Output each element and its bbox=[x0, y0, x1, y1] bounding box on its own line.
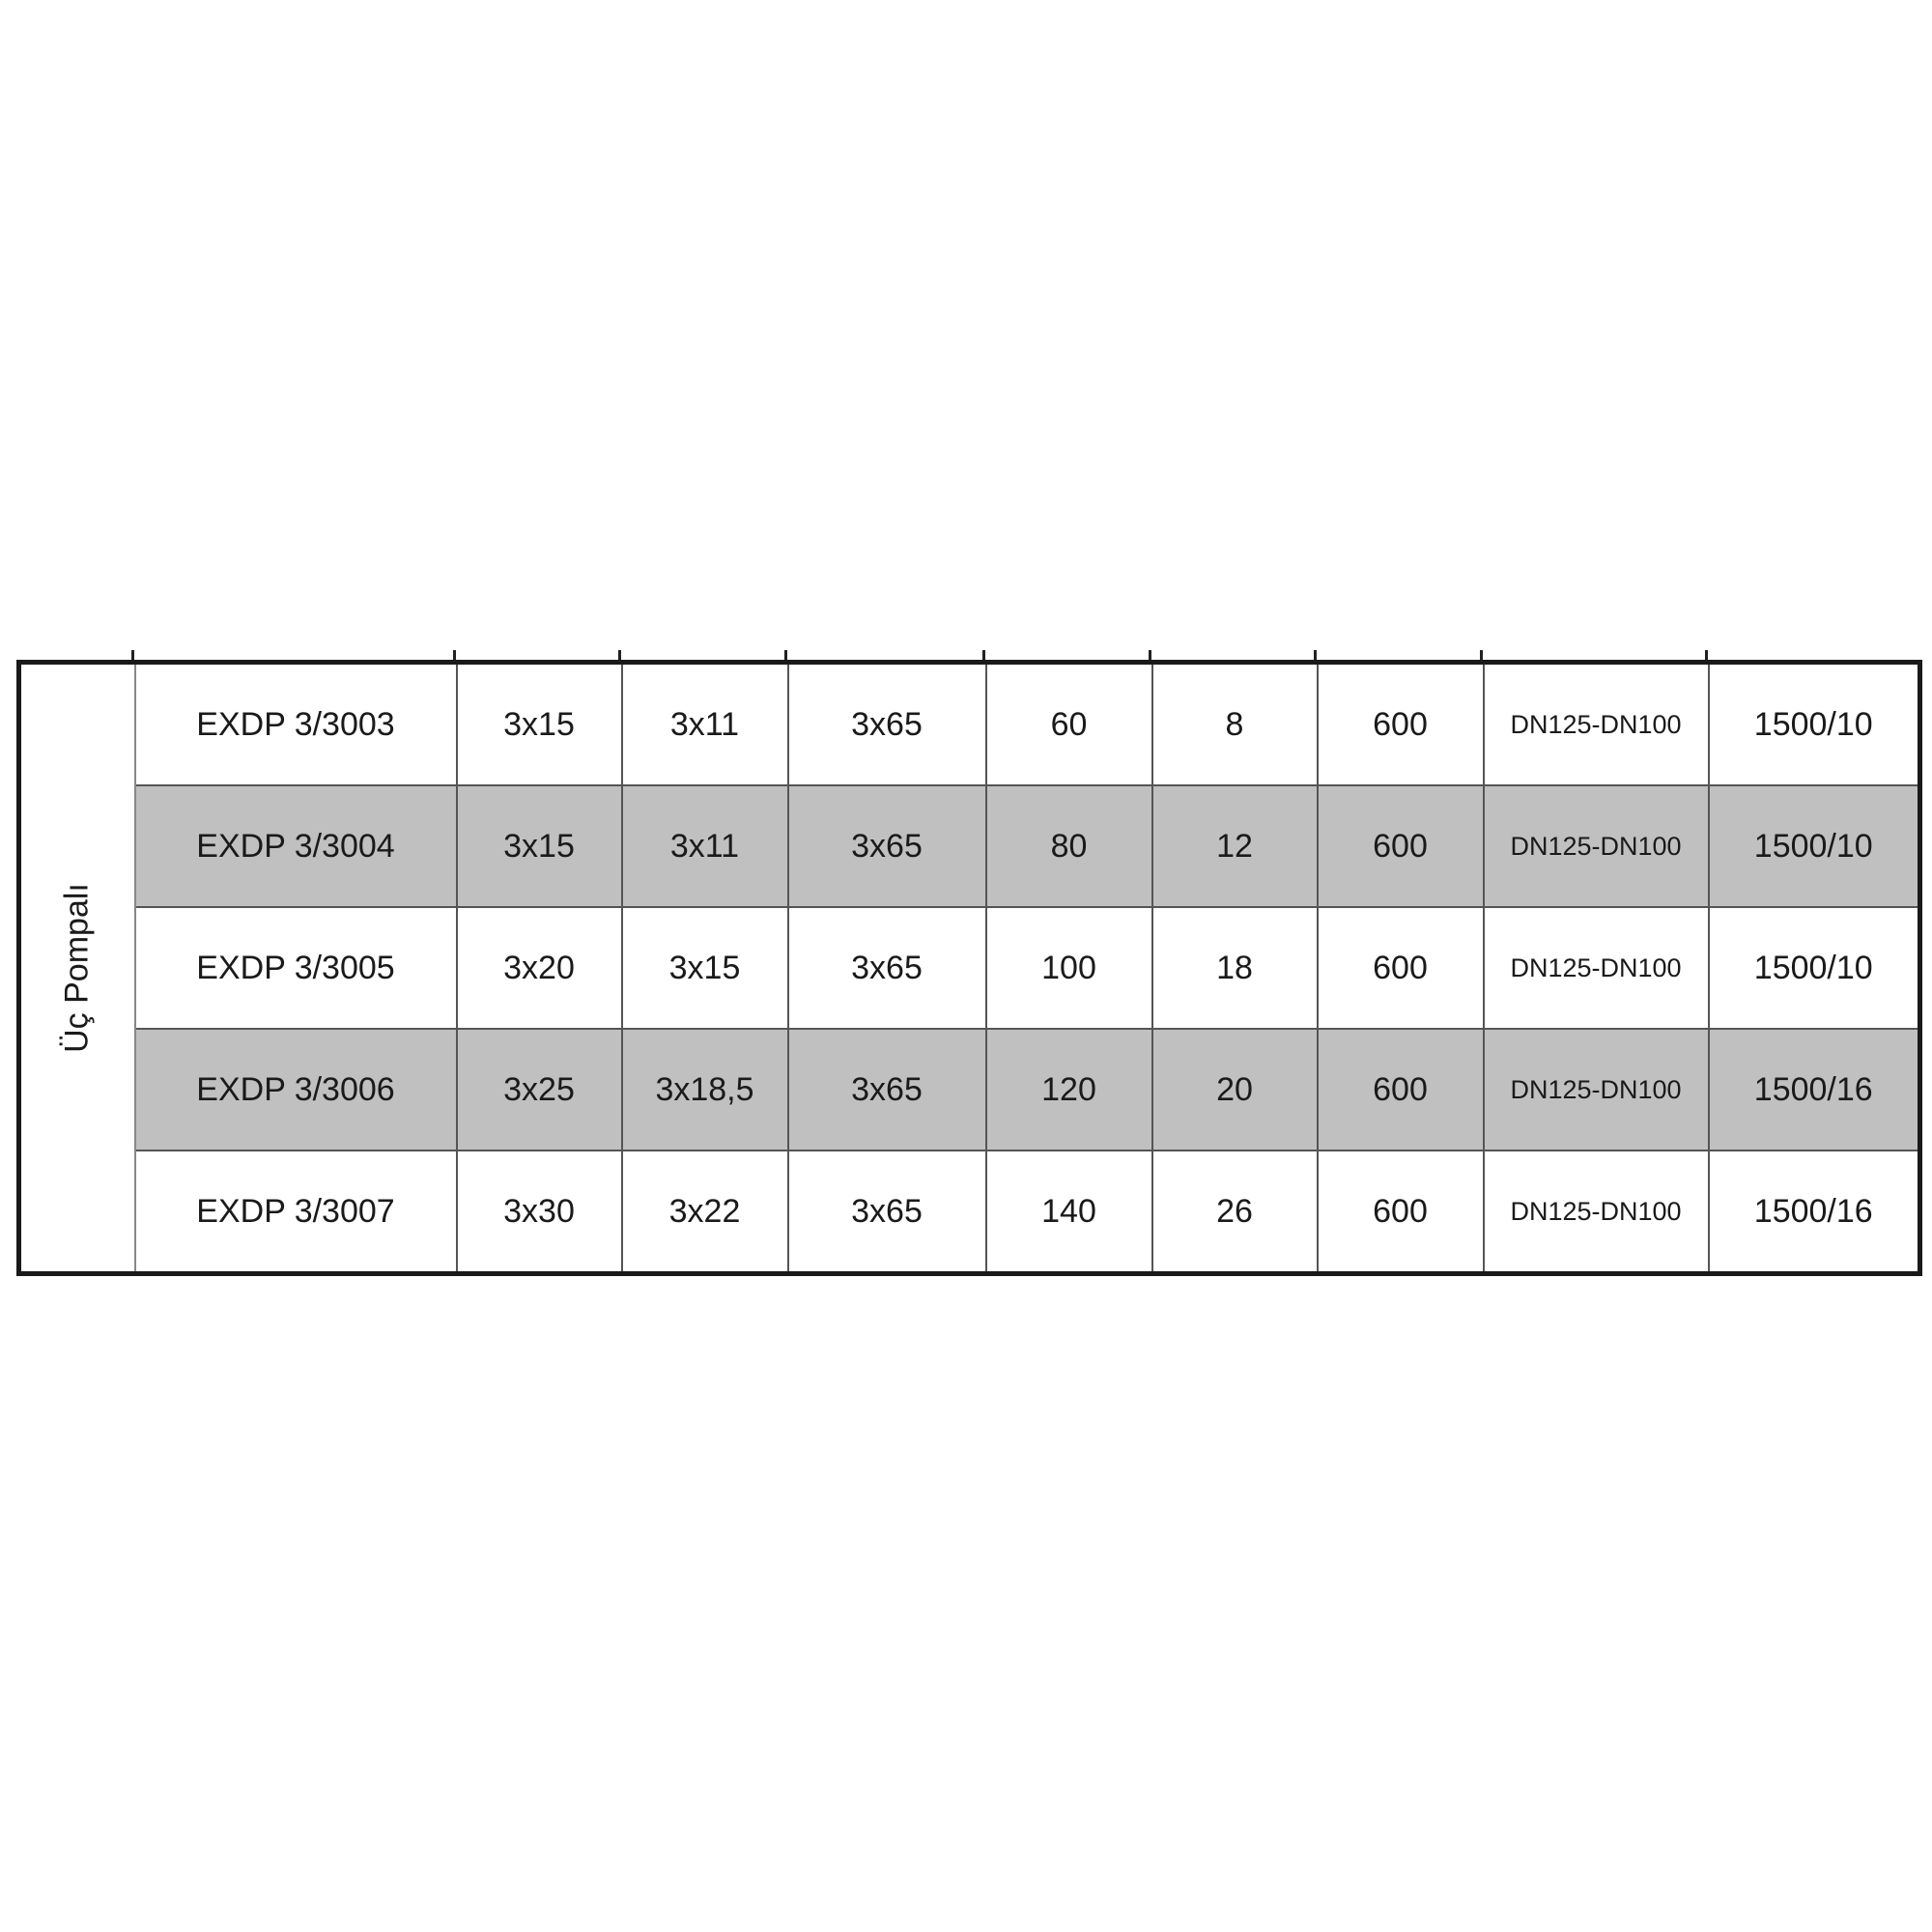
table-cell: 1500/16 bbox=[1709, 1029, 1920, 1151]
table-cell: 600 bbox=[1318, 907, 1484, 1029]
spec-table-container bbox=[16, 660, 1918, 1272]
table-row bbox=[19, 1151, 1920, 1274]
group-label: Üç Pompalı bbox=[58, 883, 96, 1053]
table-cell: 600 bbox=[1318, 663, 1484, 786]
table-cell: 120 bbox=[986, 1029, 1152, 1151]
table-cell: 100 bbox=[986, 907, 1152, 1029]
table-cell: 3x65 bbox=[788, 1029, 986, 1151]
table-cell: 20 bbox=[1152, 1029, 1318, 1151]
table-cell: 3x65 bbox=[788, 785, 986, 907]
model-cell: EXDP 3/3007 bbox=[135, 1151, 457, 1274]
table-cell: DN125-DN100 bbox=[1484, 907, 1709, 1029]
table-row bbox=[19, 663, 1920, 786]
table-cell: 3x30 bbox=[457, 1151, 622, 1274]
table-cell: 3x18,5 bbox=[622, 1029, 788, 1151]
table-cell: 1500/10 bbox=[1709, 663, 1920, 786]
table-cell: 3x65 bbox=[788, 907, 986, 1029]
table-cell: 26 bbox=[1152, 1151, 1318, 1274]
table-cell: 600 bbox=[1318, 785, 1484, 907]
table-cell: 60 bbox=[986, 663, 1152, 786]
table-cell: 12 bbox=[1152, 785, 1318, 907]
table-cell: 3x65 bbox=[788, 1151, 986, 1274]
table-cell: 1500/16 bbox=[1709, 1151, 1920, 1274]
model-cell: EXDP 3/3004 bbox=[135, 785, 457, 907]
table-row bbox=[19, 907, 1920, 1029]
table-cell: 1500/10 bbox=[1709, 785, 1920, 907]
table-cell: 3x65 bbox=[788, 663, 986, 786]
table-cell: DN125-DN100 bbox=[1484, 785, 1709, 907]
table-cell: 3x15 bbox=[457, 785, 622, 907]
table-cell: 3x11 bbox=[622, 663, 788, 786]
table-cell: 600 bbox=[1318, 1151, 1484, 1274]
table-cell: 3x25 bbox=[457, 1029, 622, 1151]
group-label-cell bbox=[19, 663, 135, 1274]
table-cell: 600 bbox=[1318, 1029, 1484, 1151]
table-cell: 140 bbox=[986, 1151, 1152, 1274]
table-cell: 3x15 bbox=[457, 663, 622, 786]
table-cell: 3x20 bbox=[457, 907, 622, 1029]
model-cell: EXDP 3/3005 bbox=[135, 907, 457, 1029]
table-cell: 1500/10 bbox=[1709, 907, 1920, 1029]
table-cell: 3x15 bbox=[622, 907, 788, 1029]
table-cell: DN125-DN100 bbox=[1484, 1151, 1709, 1274]
table-cell: 3x22 bbox=[622, 1151, 788, 1274]
table-cell: DN125-DN100 bbox=[1484, 663, 1709, 786]
table-cell: 18 bbox=[1152, 907, 1318, 1029]
table-cell: 3x11 bbox=[622, 785, 788, 907]
table-row bbox=[19, 1029, 1920, 1151]
table-cell: 8 bbox=[1152, 663, 1318, 786]
model-cell: EXDP 3/3003 bbox=[135, 663, 457, 786]
pump-spec-table bbox=[16, 660, 1922, 1276]
table-cell: DN125-DN100 bbox=[1484, 1029, 1709, 1151]
table-row bbox=[19, 785, 1920, 907]
table-cell: 80 bbox=[986, 785, 1152, 907]
model-cell: EXDP 3/3006 bbox=[135, 1029, 457, 1151]
